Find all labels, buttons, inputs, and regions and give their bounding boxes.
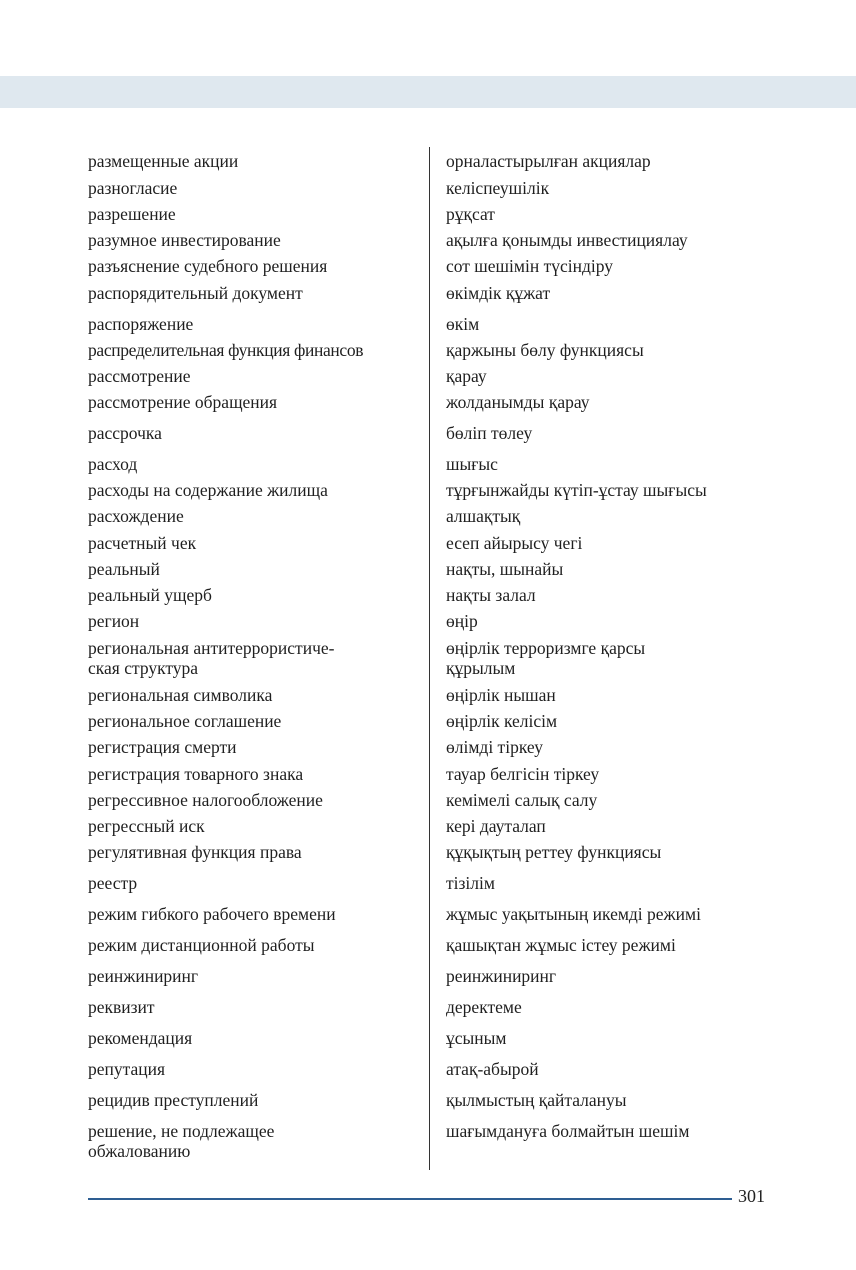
term-ru: [88, 1121, 418, 1161]
term-kk: бөліп төлеу: [446, 423, 533, 443]
term-kk: атақ-абырой: [446, 1059, 539, 1079]
term-kk: құқықтың реттеу функциясы: [446, 842, 662, 862]
term-ru: регион: [88, 611, 140, 631]
term-kk: тұрғынжайды күтіп-ұстау шығысы: [446, 480, 707, 500]
term-ru: рассмотрение: [88, 366, 191, 386]
term-kk: тауар белгісін тіркеу: [446, 764, 600, 784]
term-kk: шығыс: [446, 454, 498, 474]
term-kk: өңірлік нышан: [446, 685, 556, 705]
term-kk: реинжиниринг: [446, 966, 557, 986]
term-kk: деректеме: [446, 997, 522, 1017]
term-ru: регулятивная функция права: [88, 842, 302, 862]
term-kk-line: құрылым: [446, 658, 516, 678]
term-ru: разъяснение судебного решения: [88, 256, 328, 276]
term-ru: разрешение: [88, 204, 176, 224]
term-ru: реинжиниринг: [88, 966, 199, 986]
term-kk: кері дауталап: [446, 816, 546, 836]
term-ru: рецидив преступлений: [88, 1090, 259, 1110]
term-ru: репутация: [88, 1059, 166, 1079]
term-ru: разногласие: [88, 178, 178, 198]
term-ru: рассрочка: [88, 423, 162, 443]
term-kk: өлімді тіркеу: [446, 737, 543, 757]
term-ru: расходы на содержание жилища: [88, 480, 328, 500]
term-ru-line: ская структура: [88, 658, 199, 678]
term-ru: разумное инвестирование: [88, 230, 281, 250]
term-ru-line: обжалованию: [88, 1141, 191, 1161]
term-ru: распоряжение: [88, 314, 194, 334]
term-kk: тізілім: [446, 873, 495, 893]
term-kk: орналастырылған акциялар: [446, 151, 651, 171]
term-ru: реестр: [88, 873, 138, 893]
term-ru: расчетный чек: [88, 533, 197, 553]
term-kk: сот шешімін түсіндіру: [446, 256, 613, 276]
term-kk: ұсыным: [446, 1028, 507, 1048]
term-ru: расход: [88, 454, 138, 474]
term-ru: регрессный иск: [88, 816, 205, 836]
term-ru-line: региональная антитеррористиче-: [88, 638, 335, 658]
term-ru: расхождение: [88, 506, 184, 526]
page-number: 301: [738, 1186, 765, 1206]
term-ru: распределительная функция финансов: [88, 340, 364, 360]
term-ru: режим гибкого рабочего времени: [88, 904, 336, 924]
term-kk: қылмыстың қайталануы: [446, 1090, 627, 1110]
term-kk: шағымдануға болмайтын шешім: [446, 1121, 690, 1141]
term-kk: жолданымды қарау: [446, 392, 590, 412]
term-ru: рекомендация: [88, 1028, 193, 1048]
term-kk: ақылға қонымды инвестициялау: [446, 230, 688, 250]
term-kk: есеп айырысу чегі: [446, 533, 583, 553]
term-kk: нақты, шынайы: [446, 559, 564, 579]
term-ru: режим дистанционной работы: [88, 935, 315, 955]
term-kk: өкім: [446, 314, 480, 334]
term-ru: регрессивное налогообложение: [88, 790, 323, 810]
term-kk: өңір: [446, 611, 478, 631]
term-kk: алшақтық: [446, 506, 521, 526]
term-ru: реальный: [88, 559, 160, 579]
term-kk: қаржыны бөлу функциясы: [446, 340, 644, 360]
term-ru: регистрация смерти: [88, 737, 237, 757]
term-kk: өкімдік құжат: [446, 283, 551, 303]
term-ru: реквизит: [88, 997, 155, 1017]
term-kk: [446, 638, 786, 678]
term-ru: региональная символика: [88, 685, 273, 705]
term-kk: нақты залал: [446, 585, 536, 605]
term-ru: реальный ущерб: [88, 585, 212, 605]
term-ru: распорядительный документ: [88, 283, 303, 303]
term-kk: келіспеушілік: [446, 178, 550, 198]
term-ru: [88, 638, 418, 678]
term-kk: өңірлік келісім: [446, 711, 558, 731]
term-ru-line: решение, не подлежащее: [88, 1121, 275, 1141]
term-ru: региональное соглашение: [88, 711, 282, 731]
term-kk: қарау: [446, 366, 487, 386]
term-kk-line: өңірлік терроризмге қарсы: [446, 638, 646, 658]
term-ru: регистрация товарного знака: [88, 764, 304, 784]
term-ru: размещенные акции: [88, 151, 239, 171]
term-ru: рассмотрение обращения: [88, 392, 278, 412]
term-kk: рұқсат: [446, 204, 495, 224]
term-kk: кемімелі салық салу: [446, 790, 598, 810]
term-kk: қашықтан жұмыс істеу режимі: [446, 935, 676, 955]
footer-rule: [88, 1198, 732, 1200]
term-kk: жұмыс уақытының икемді режимі: [446, 904, 701, 924]
